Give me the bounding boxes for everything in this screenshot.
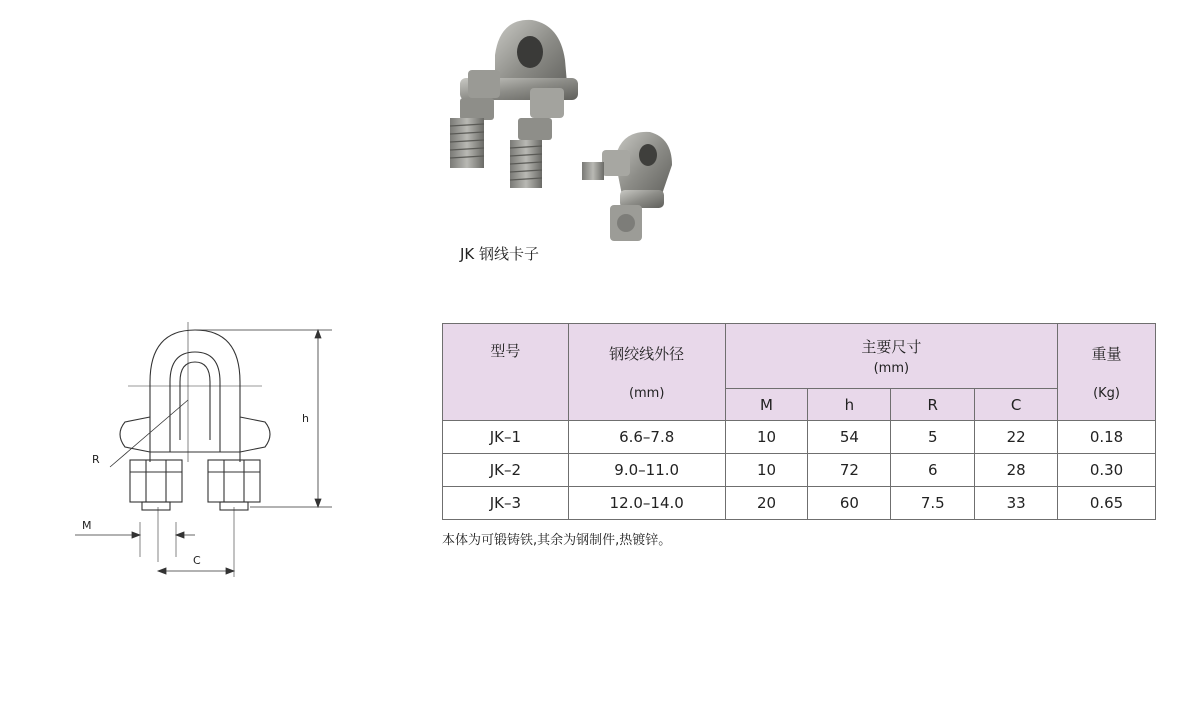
header-c: C — [975, 389, 1058, 421]
cell-h: 72 — [808, 454, 891, 487]
dimension-label-h: h — [302, 412, 309, 425]
table-row — [443, 421, 1156, 454]
header-dimensions-label: 主要尺寸 — [861, 338, 922, 356]
cell-r: 5 — [891, 421, 975, 454]
dimension-label-c: C — [193, 554, 201, 567]
cell-c: 33 — [975, 487, 1058, 520]
cell-c: 28 — [975, 454, 1058, 487]
header-diameter — [568, 324, 725, 421]
header-m: M — [725, 389, 808, 421]
cell-model: JK–1 — [443, 421, 569, 454]
header-diameter-unit: (mm) — [628, 386, 665, 401]
header-weight — [1058, 324, 1156, 421]
header-model — [443, 324, 569, 421]
cell-model: JK–3 — [443, 487, 569, 520]
cell-weight: 0.30 — [1058, 454, 1156, 487]
table-row — [443, 454, 1156, 487]
cell-r: 7.5 — [891, 487, 975, 520]
dimension-label-m: M — [82, 519, 92, 532]
header-h: h — [808, 389, 891, 421]
cell-diameter: 6.6–7.8 — [568, 421, 725, 454]
cell-weight: 0.65 — [1058, 487, 1156, 520]
header-dimensions — [725, 324, 1058, 389]
technical-drawing — [70, 322, 340, 586]
cell-r: 6 — [891, 454, 975, 487]
dimension-label-r: R — [92, 453, 100, 466]
cell-m: 20 — [725, 487, 808, 520]
header-diameter-label: 钢绞线外径 — [609, 345, 685, 363]
cell-h: 60 — [808, 487, 891, 520]
specification-table — [442, 323, 1156, 520]
cell-m: 10 — [725, 421, 808, 454]
header-model-label: 型号 — [490, 341, 521, 360]
large-clip-image — [450, 20, 578, 188]
header-weight-label: 重量 — [1091, 345, 1122, 363]
cell-model: JK–2 — [443, 454, 569, 487]
header-weight-unit: (Kg) — [1093, 386, 1120, 401]
table-row — [443, 487, 1156, 520]
cell-diameter: 12.0–14.0 — [568, 487, 725, 520]
product-photo — [410, 0, 702, 312]
cell-c: 22 — [975, 421, 1058, 454]
small-clip-image — [582, 132, 672, 241]
cell-weight: 0.18 — [1058, 421, 1156, 454]
cell-h: 54 — [808, 421, 891, 454]
cell-m: 10 — [725, 454, 808, 487]
cell-diameter: 9.0–11.0 — [568, 454, 725, 487]
header-dimensions-unit: (mm) — [873, 361, 910, 376]
material-note: 本体为可锻铸铁,其余为钢制件,热镀锌。 — [442, 533, 672, 548]
product-caption: JK 钢线卡子 — [460, 245, 540, 263]
header-r: R — [891, 389, 975, 421]
